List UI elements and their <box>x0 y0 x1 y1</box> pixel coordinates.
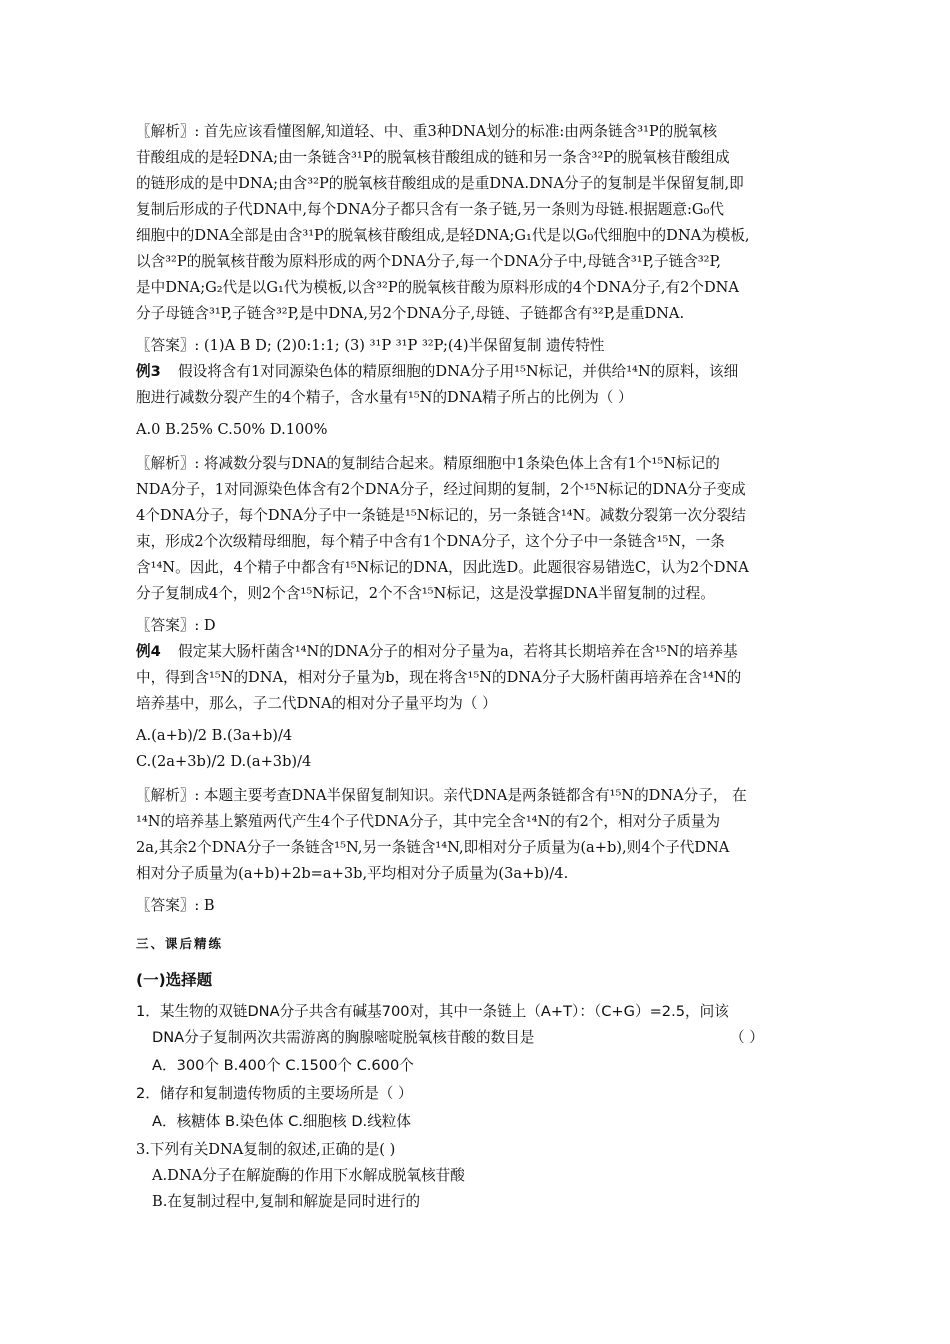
text-line: 细胞中的DNA全部是由含³¹P的脱氧核苷酸组成,是轻DNA;G₁代是以G₀代细胞中的DNA为模板, <box>136 227 750 244</box>
answer-blank: （ ） <box>730 1029 764 1046</box>
text-line: 4个DNA分子，每个DNA分子中一条链是¹⁵N标记的，另一条链含¹⁴N。减数分裂第一次分裂结 <box>136 507 746 524</box>
answer-line: 〖答案〗: (1)A B D; (2)0:1:1; (3) ³¹P ³¹P ³²P;(4)半保留复制 遗传特性 <box>136 337 605 354</box>
text-line: 含¹⁴N。因此，4个精子中都含有¹⁵N标记的DNA，因此选D。此题很容易错选C，认为2个DNA <box>136 559 749 576</box>
text-line: 相对分子质量为(a+b)+2b=a+3b,平均相对分子质量为(3a+b)/4. <box>136 865 569 882</box>
question-item: 1．某生物的双链DNA分子共含有碱基700对，其中一条链上（A+T）：（C+G）=2.5，问该 <box>136 1003 729 1020</box>
section-heading: 三、课后精练 <box>136 936 224 951</box>
text-line: 胞进行减数分裂产生的4个精子，含水量有¹⁵N的DNA精子所占的比例为（ ） <box>136 389 633 406</box>
text-line: 2a,其余2个DNA分子一条链含¹⁵N,另一条链含¹⁴N,即相对分子质量为(a+b),则4个子代DNA <box>136 839 730 856</box>
option-a: A.DNA分子在解旋酶的作用下水解成脱氧核苷酸 <box>152 1167 465 1184</box>
answer-line: 〖答案〗: D <box>136 617 216 634</box>
text-line: 分子复制成4个，则2个含¹⁵N标记，2个不含¹⁵N标记，这是没掌握DNA半留复制的过程。 <box>136 585 715 602</box>
text-line: DNA分子复制两次共需游离的胸腺嘧啶脱氧核苷酸的数目是 <box>152 1029 535 1046</box>
subsection-heading: (一)选择题 <box>136 971 213 989</box>
text-line: 是中DNA;G₂代是以G₁代为模板,以含³²P的脱氧核苷酸为原料形成的4个DNA分子,有2个DNA <box>136 279 739 296</box>
question-item: 2．储存和复制遗传物质的主要场所是（ ） <box>136 1085 413 1102</box>
text-line: ¹⁴N的培养基上繁殖两代产生4个子代DNA分子，其中完全含¹⁴N的有2个，相对分子质量为 <box>136 813 721 830</box>
text-line: 苷酸组成的是轻DNA;由一条链含³¹P的脱氧核苷酸组成的链和另一条含³²P的脱氧核苷酸组成 <box>136 149 730 166</box>
answer-line: 〖答案〗: B <box>136 897 215 914</box>
text-line: 分子母链含³¹P,子链含³²P,是中DNA,另2个DNA分子,母链、子链都含有³²P,是重DNA. <box>136 305 685 322</box>
text-line: 〖解析〗: 将减数分裂与DNA的复制结合起来。精原细胞中1条染色体上含有1个¹⁵N标记的 <box>136 455 720 472</box>
question-item: 3.下列有关DNA复制的叙述,正确的是( ) <box>136 1141 396 1158</box>
question-text: 假定某大肠杆菌含¹⁴N的DNA分子的相对分子量为a，若将其长期培养在含¹⁵N的培养基 <box>178 643 738 660</box>
question-text: 假设将含有1对同源染色体的精原细胞的DNA分子用¹⁵N标记，并供给¹⁴N的原料，该细 <box>178 363 739 380</box>
text-line: 以含³²P的脱氧核苷酸为原料形成的两个DNA分子,每一个DNA分子中,母链含³¹P,子链含³²P, <box>136 253 722 270</box>
example-label: 例4 <box>136 643 161 660</box>
option-b: B.在复制过程中,复制和解旋是同时进行的 <box>152 1193 421 1210</box>
options-line: A．核糖体 B.染色体 C.细胞核 D.线粒体 <box>152 1113 411 1130</box>
options-line: C.(2a+3b)/2 D.(a+3b)/4 <box>136 753 312 770</box>
text-line: 束，形成2个次级精母细胞，每个精子中含有1个DNA分子，这个分子中一条链含¹⁵N，一条 <box>136 533 725 550</box>
text-line: 〖解析〗: 首先应该看懂图解,知道轻、中、重3种DNA划分的标准:由两条链含³¹P的脱氧核 <box>136 123 718 140</box>
text-line: 〖解析〗: 本题主要考查DNA半保留复制知识。亲代DNA是两条链都含有¹⁵N的DNA分子， 在 <box>136 787 747 804</box>
example-label: 例3 <box>136 363 161 380</box>
options-line: A.0 B.25% C.50% D.100% <box>136 421 328 438</box>
text-line: 的链形成的是中DNA;由含³²P的脱氧核苷酸组成的是重DNA.DNA分子的复制是半保留复制,即 <box>136 175 744 192</box>
text-line: 培养基中，那么，子二代DNA的相对分子量平均为（ ） <box>136 695 497 712</box>
text-line: 中，得到含¹⁵N的DNA，相对分子量为b，现在将含¹⁵N的DNA分子大肠杆菌再培养在含¹⁴N的 <box>136 669 742 686</box>
options-line: A.(a+b)/2 B.(3a+b)/4 <box>136 727 293 744</box>
text-line: NDA分子，1对同源染色体含有2个DNA分子，经过间期的复制，2个¹⁵N标记的DNA分子变成 <box>136 481 746 498</box>
options-line: A．300个 B.400个 C.1500个 C.600个 <box>152 1057 414 1074</box>
text-line: 复制后形成的子代DNA中,每个DNA分子都只含有一条子链,另一条则为母链.根据题意:G₀代 <box>136 201 724 218</box>
